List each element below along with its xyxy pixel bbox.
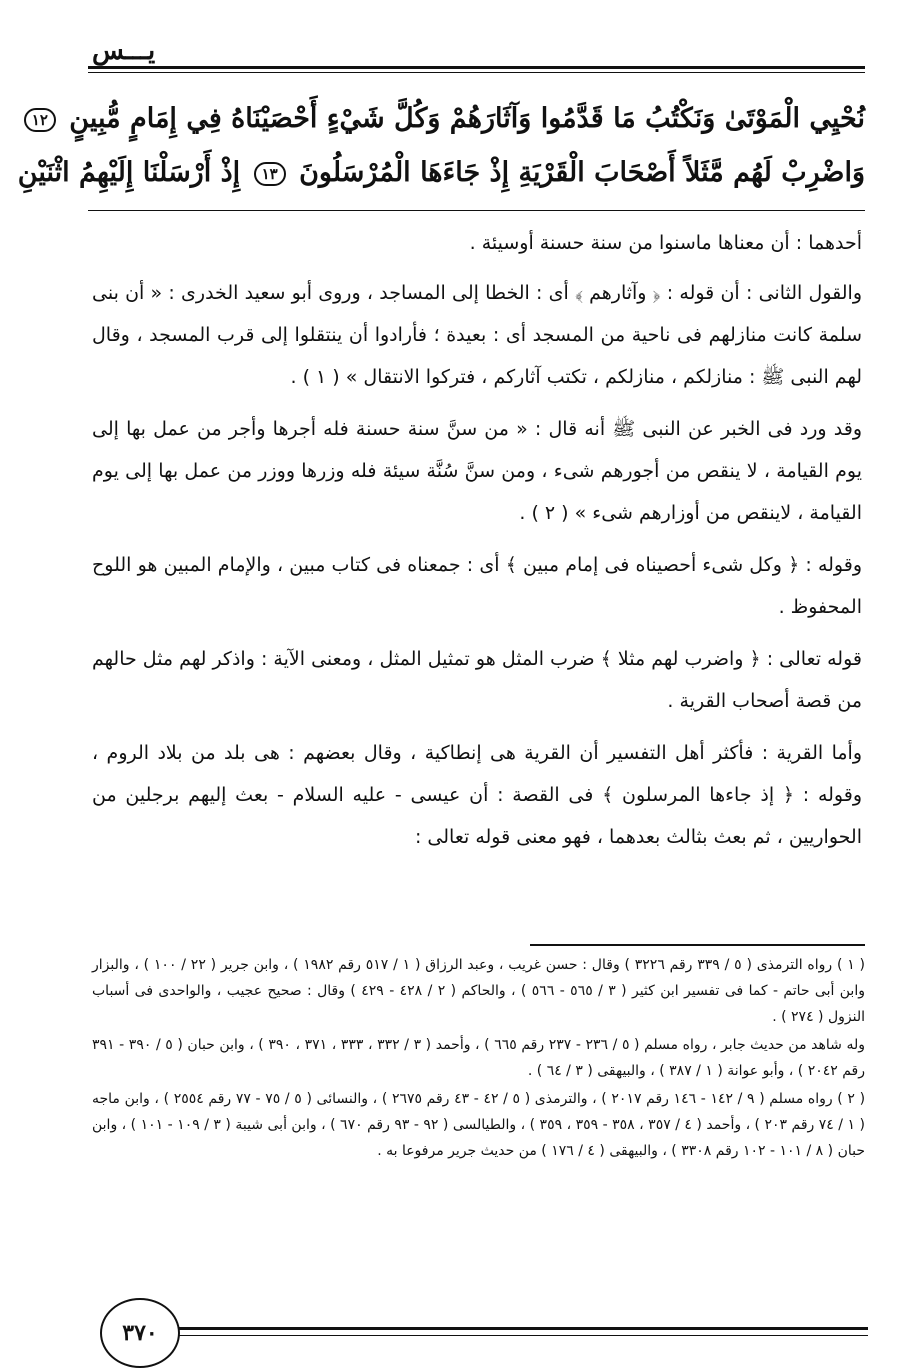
quran-line-1: [31, 92, 865, 146]
quran-line-1-text: نُحْيِي الْمَوْتَىٰ وَنَكْتُبُ مَا قَدَّمُوا وَآثَارَهُمْ وَكُلَّ شَيْءٍ أَحْصَيْنَاهُ فِي إِمَامٍ مُّبِينٍ: [69, 103, 865, 134]
paragraph-1: أحدهما : أن معناها ماسنوا من سنة حسنة أوسيئة .: [469, 232, 862, 254]
quran-line-2-text-b: إِذْ أَرْسَلْنَا إِلَيْهِمُ اثْنَيْنِ: [17, 157, 241, 188]
paragraph-4: وقوله : ﴿ وكل شىء أحصيناه فى إمام مبين ﴾ أى : جمعناه فى كتاب مبين ، والإمام المبين هو اللوح المحفوظ .: [92, 554, 862, 618]
surah-header-title: يـــس: [92, 36, 156, 66]
quran-bottom-rule: [88, 210, 865, 211]
paragraph-2: والقول الثانى : أن قوله : ﴿ وآثارهم ﴾ أى : الخطا إلى المساجد ، وروى أبو سعيد الخدرى : « أن بنى سلمة كانت منازلهم فى ناحية من المسجد أى : بعيدة ؛ فأرادوا أن ينتقلوا إلى قرب المسجد ، وقال لهم النبى ﷺ : منازلكم ، منازلكم ، تكتب آثاركم ، فتركوا الانتقال » ( ١ ) .: [92, 282, 862, 388]
footnote-separator: [530, 944, 865, 946]
footnote-2: ( ٢ ) رواه مسلم ( ٩ / ١٤٢ - ١٤٦ رقم ٢٠١٧ ) ، والترمذى ( ٥ / ٤٢ - ٤٣ رقم ٢٦٧٥ ) ، والنسائى ( ٥ / ٧٥ - ٧٧ رقم ٢٥٥٤ ) ، وابن ماجه ( ١ / ٧٤ رقم ٢٠٣ ) ، وأحمد ( ٤ / ٣٥٧ ، ٣٥٨ - ٣٥٩ ، ٣٥٩ ) ، والطيالسى ( ٩٢ - ٩٣ رقم ٦٧٠ ) ، وابن أبى شيبة ( ٣ / ١٠٩ - ١٠١ ) ، وابن حبان ( ٨ / ١٠١ - ١٠٢ رقم ٣٣٠٨ ) ، والبيهقى ( ٤ / ١٧٦ ) من حديث جرير مرفوعا به .: [92, 1091, 866, 1159]
quran-line-2: [17, 146, 865, 200]
header-rule-thick: [88, 66, 865, 69]
footnote-1-witness: وله شاهد من حديث جابر ، رواه مسلم ( ٥ / ٢٣٦ - ٢٣٧ رقم ٦٦٥ ) ، وأحمد ( ٣ / ٣٣٢ ، ٣٣٣ ، ٣٧١ ، ٣٩٠ ) ، وابن حبان ( ٥ / ٣٩٠ - ٣٩١ رقم ٢٠٤٢ ) ، وأبو عوانة ( ١ / ٣٨٧ ) ، والبيهقى ( ٣ / ٦٤ ) .: [92, 1037, 865, 1079]
footnotes: [92, 952, 865, 1166]
ayah-number-12: ١٢: [24, 108, 56, 132]
page-number: ٣٧٠: [100, 1298, 180, 1368]
paragraph-5: قوله تعالى : ﴿ واضرب لهم مثلا ﴾ ضرب المثل هو تمثيل المثل ، ومعنى الآية : واذكر لهم مثل حالهم من قصة أصحاب القرية .: [92, 648, 862, 712]
footnote-1: ( ١ ) رواه الترمذى ( ٥ / ٣٣٩ رقم ٣٢٢٦ ) وقال : حسن غريب ، وعبد الرزاق ( ١ / ٥١٧ رقم ١٩٨٢ ) ، وابن جرير ( ٢٢ / ١٠٠ ) ، والبزار وابن أبى حاتم - كما فى تفسير ابن كثير ( ٣ / ٥٦٥ - ٥٦٦ ) ، والحاكم ( ٢ / ٤٢٨ - ٤٢٩ ) وقال : صحيح عجيب ، والواحدى فى أسباب النزول ( ٢٧٤ ) .: [92, 957, 866, 1025]
quran-line-2-text-a: وَاضْرِبْ لَهُم مَّثَلاً أَصْحَابَ الْقَرْيَةِ إِذْ جَاءَهَا الْمُرْسَلُونَ: [299, 157, 865, 188]
quran-verses: [17, 92, 865, 200]
footer-rule-thin: [178, 1335, 868, 1336]
paragraph-6: وأما القرية : فأكثر أهل التفسير أن القرية هى إنطاكية ، وقال بعضهم : هى بلد من بلاد الروم ، وقوله : ﴿ إذ جاءها المرسلون ﴾ فى القصة : أن عيسى - عليه السلام - بعث إليهم برجلين من الحواريين ، ثم بعث بثالث بعدهما ، فهو معنى قوله تعالى :: [92, 742, 862, 848]
footer-rule-thick: [178, 1327, 868, 1330]
commentary-body: [92, 222, 862, 868]
paragraph-3: وقد ورد فى الخبر عن النبى ﷺ أنه قال : « من سنَّ سنة حسنة فله أجرها وأجر من عمل بها إلى يوم القيامة ، لا ينقص من أجورهم شىء ، ومن سنَّ سُنَّة سيئة فله وزرها ووزر من عمل بها إلى يوم القيامة ، لاينقص من أوزارهم شىء » ( ٢ ) .: [92, 418, 862, 524]
ayah-number-13: ١٣: [254, 162, 286, 186]
header-rule-thin: [88, 72, 865, 73]
